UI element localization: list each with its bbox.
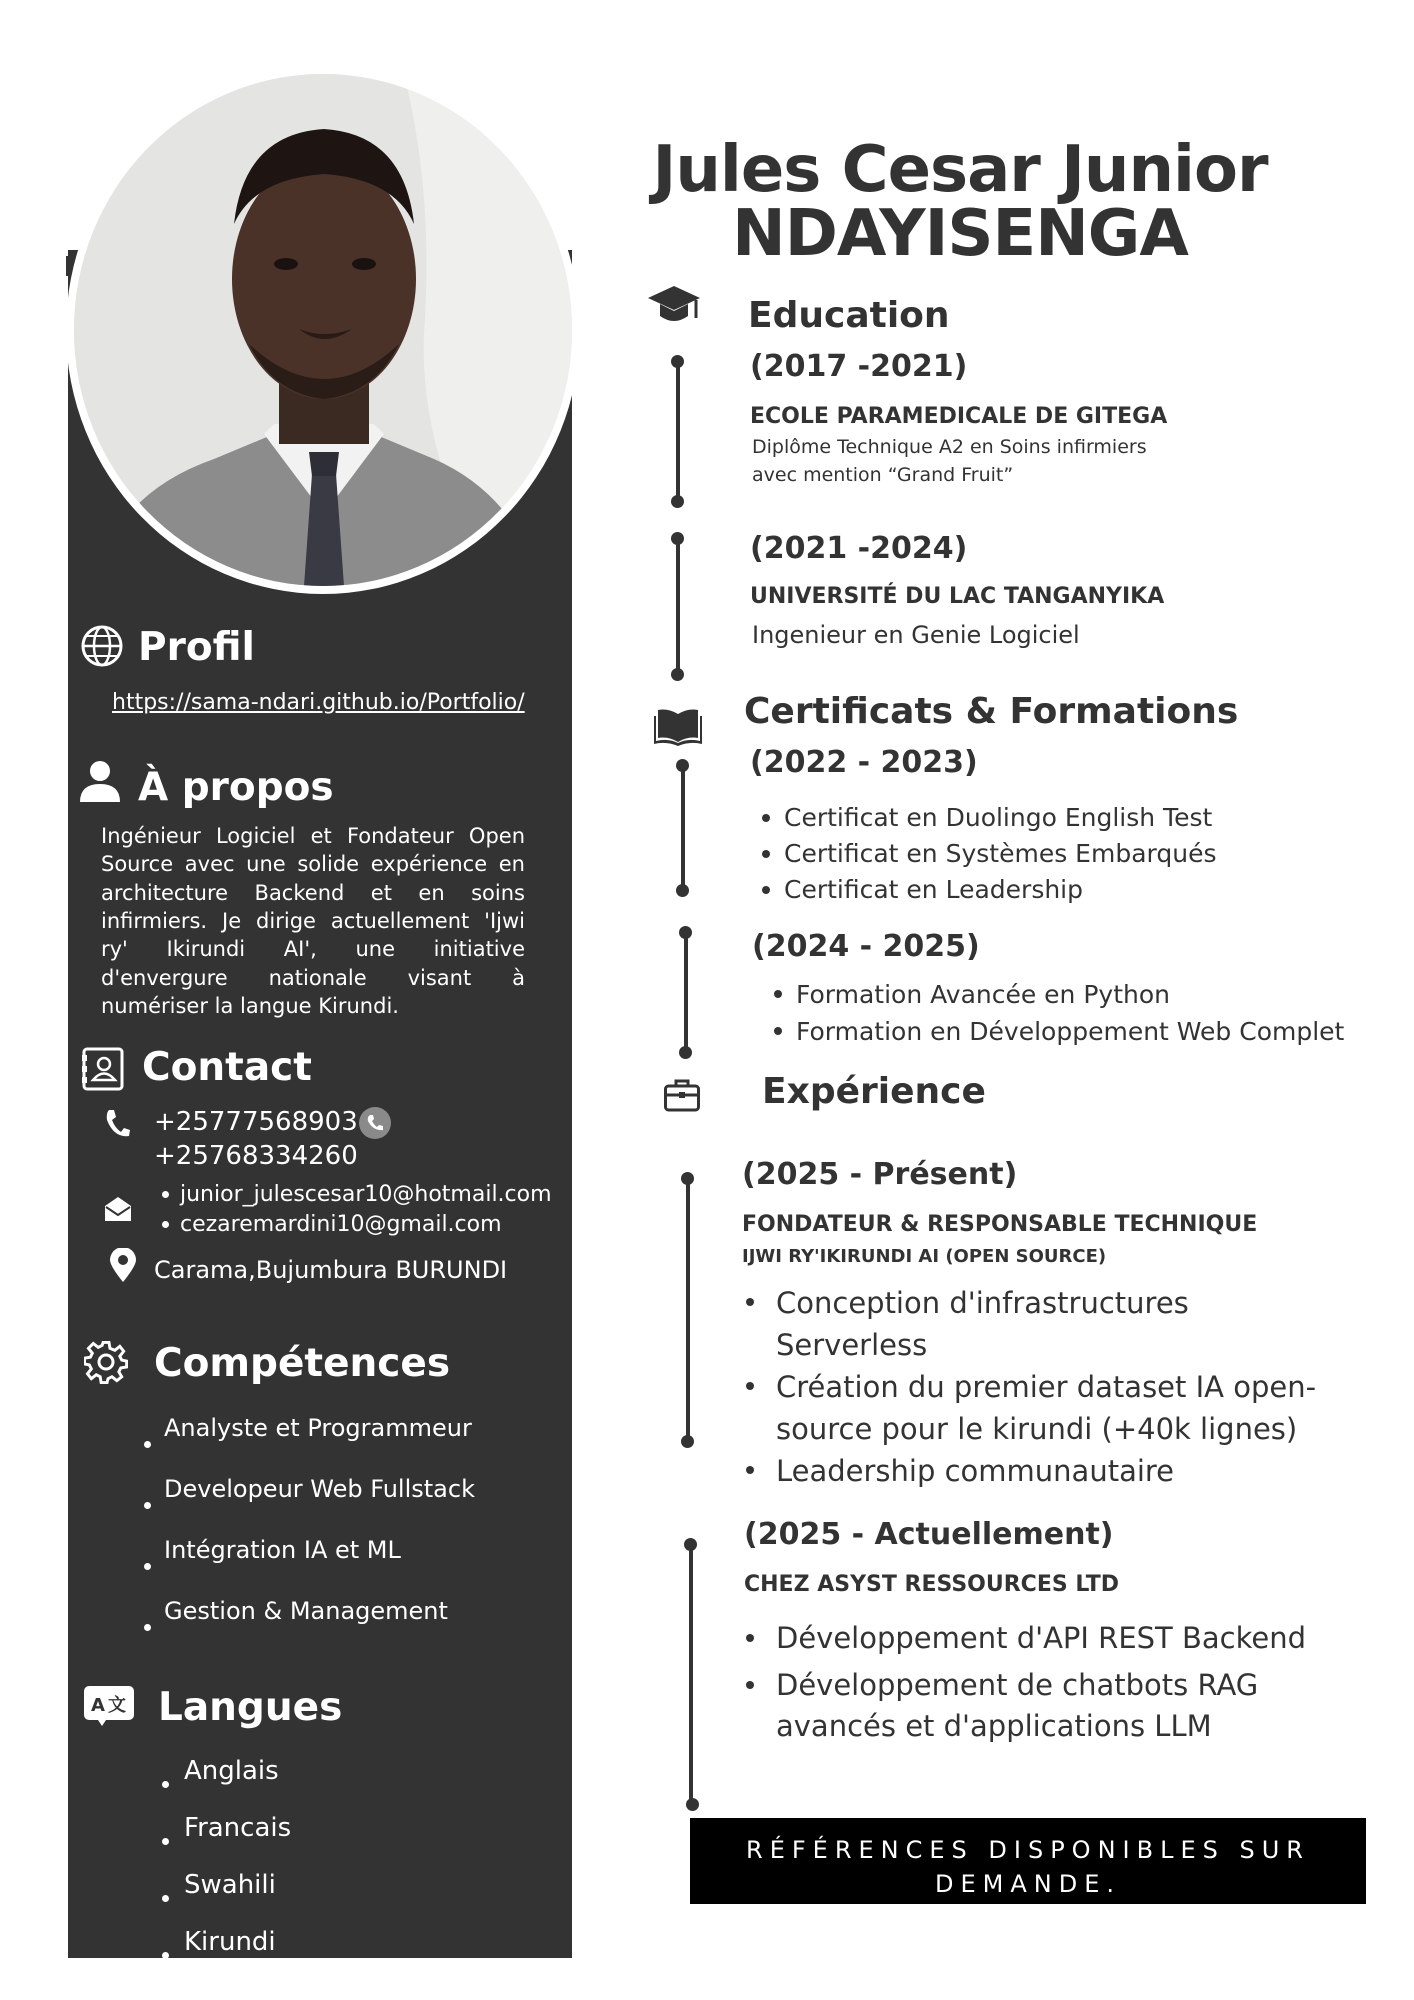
skills-list	[136, 1414, 475, 1658]
experience-timeline	[689, 1546, 693, 1804]
timeline-dot	[679, 1046, 692, 1059]
certifications-timeline	[681, 766, 685, 890]
contact-card-icon	[82, 1047, 124, 1091]
experience-item: Développement d'API REST Backend	[740, 1618, 1306, 1659]
experience-role: FONDATEUR & RESPONSABLE TECHNIQUE	[742, 1212, 1258, 1237]
timeline-dot	[679, 926, 692, 939]
svg-text:A: A	[91, 1695, 105, 1716]
certification-period: (2024 - 2025)	[752, 929, 980, 964]
open-book-icon	[654, 706, 702, 746]
email-list	[154, 1180, 552, 1240]
experience-period: (2025 - Présent)	[742, 1157, 1018, 1192]
skill-item: Gestion & Management	[136, 1597, 475, 1658]
experience-heading: Expérience	[762, 1071, 986, 1112]
languages-list	[154, 1756, 291, 1984]
about-text: Ingénieur Logiciel et Fondateur Open Source avec une solide expérience en architecture Backend et en soins infirmiers. Je dirige actuellement 'Ijwi ry' Ikirundi AI', une initiative d'envergure nationale visant à numériser la langue Kirundi.	[101, 824, 525, 1019]
experience-role: CHEZ ASYST RESSOURCES LTD	[744, 1572, 1120, 1597]
education-period: (2021 -2024)	[750, 531, 968, 566]
certification-period: (2022 - 2023)	[750, 745, 978, 780]
education-desc: Diplôme Technique A2 en Soins infirmiers avec mention “Grand Fruit”	[752, 436, 1147, 486]
certification-item: Formation Avancée en Python	[768, 976, 1344, 1013]
about-heading: À propos	[138, 765, 334, 810]
certifications-heading: Certificats & Formations	[744, 691, 1239, 732]
skill-item: Analyste et Programmeur	[136, 1414, 475, 1475]
languages-heading: Langues	[158, 1685, 343, 1730]
translate-icon	[84, 1686, 134, 1726]
phone-secondary[interactable]: +25768334260	[154, 1141, 358, 1171]
person-icon	[80, 760, 120, 802]
briefcase-icon	[664, 1078, 700, 1112]
skills-heading: Compétences	[154, 1341, 451, 1386]
email-item[interactable]: cezaremardini10@gmail.com	[154, 1210, 552, 1240]
name-first-line: Jules Cesar Junior	[652, 133, 1268, 207]
skill-item: Developeur Web Fullstack	[136, 1475, 475, 1536]
experience-organization: IJWI RY'IKIRUNDI AI (OPEN SOURCE)	[742, 1246, 1107, 1267]
certification-item: Certificat en Duolingo English Test	[756, 800, 1216, 836]
svg-text:文: 文	[108, 1695, 126, 1716]
sidebar-top-edge	[66, 256, 69, 276]
skill-item: Intégration IA et ML	[136, 1536, 475, 1597]
language-item: Kirundi	[154, 1927, 291, 1984]
address: Carama,Bujumbura BURUNDI	[154, 1256, 508, 1284]
education-school: ECOLE PARAMEDICALE DE GITEGA	[750, 404, 1168, 429]
timeline-dot	[684, 1538, 697, 1551]
timeline-dot	[671, 495, 684, 508]
education-period: (2017 -2021)	[750, 349, 968, 384]
language-item: Francais	[154, 1813, 291, 1870]
education-timeline	[676, 362, 680, 502]
timeline-dot	[681, 1435, 694, 1448]
portrait-illustration	[74, 74, 572, 586]
experience-period: (2025 - Actuellement)	[744, 1517, 1114, 1552]
certification-list	[768, 976, 1344, 1050]
graduation-cap-icon	[648, 284, 700, 330]
phone-icon	[104, 1108, 130, 1138]
contact-heading: Contact	[142, 1045, 312, 1090]
education-timeline	[676, 540, 680, 674]
timeline-dot	[681, 1172, 694, 1185]
timeline-dot	[676, 759, 689, 772]
experience-item: Développement de chatbots RAG avancés et d'applications LLM	[740, 1665, 1306, 1747]
education-heading: Education	[748, 295, 950, 336]
name-last-line: NDAYISENGA	[732, 197, 1188, 271]
experience-list	[740, 1618, 1306, 1747]
gear-icon	[84, 1340, 128, 1384]
certification-list	[756, 800, 1216, 908]
certifications-timeline	[684, 934, 688, 1052]
email-item[interactable]: junior_julescesar10@hotmail.com	[154, 1180, 552, 1210]
timeline-dot	[676, 884, 689, 897]
timeline-dot	[671, 532, 684, 545]
globe-icon	[80, 624, 124, 668]
location-pin-icon	[110, 1248, 136, 1282]
language-item: Swahili	[154, 1870, 291, 1927]
profile-heading: Profil	[138, 625, 255, 670]
references-text: RÉFÉRENCES DISPONIBLES SUR DEMANDE.	[746, 1836, 1310, 1898]
whatsapp-icon	[358, 1106, 392, 1140]
experience-item: Création du premier dataset IA open- source pour le kirundi (+40k lignes)	[740, 1366, 1316, 1450]
envelope-icon	[104, 1196, 132, 1222]
timeline-dot	[671, 668, 684, 681]
timeline-dot	[686, 1798, 699, 1811]
experience-timeline	[686, 1180, 690, 1442]
references-banner	[690, 1818, 1366, 1904]
education-school: UNIVERSITÉ DU LAC TANGANYIKA	[750, 584, 1165, 609]
timeline-dot	[671, 355, 684, 368]
certification-item: Certificat en Systèmes Embarqués	[756, 836, 1216, 872]
portfolio-link[interactable]: https://sama-ndari.github.io/Portfolio/	[112, 690, 525, 715]
education-desc: Ingenieur en Genie Logiciel	[752, 621, 1080, 649]
experience-item: Conception d'infrastructures Serverless	[740, 1282, 1316, 1366]
experience-item: Leadership communautaire	[740, 1450, 1316, 1492]
language-item: Anglais	[154, 1756, 291, 1813]
certification-item: Formation en Développement Web Complet	[768, 1013, 1344, 1050]
certification-item: Certificat en Leadership	[756, 872, 1216, 908]
profile-photo	[74, 74, 572, 586]
phone-primary[interactable]: +25777568903	[154, 1107, 358, 1137]
experience-list	[740, 1282, 1316, 1492]
